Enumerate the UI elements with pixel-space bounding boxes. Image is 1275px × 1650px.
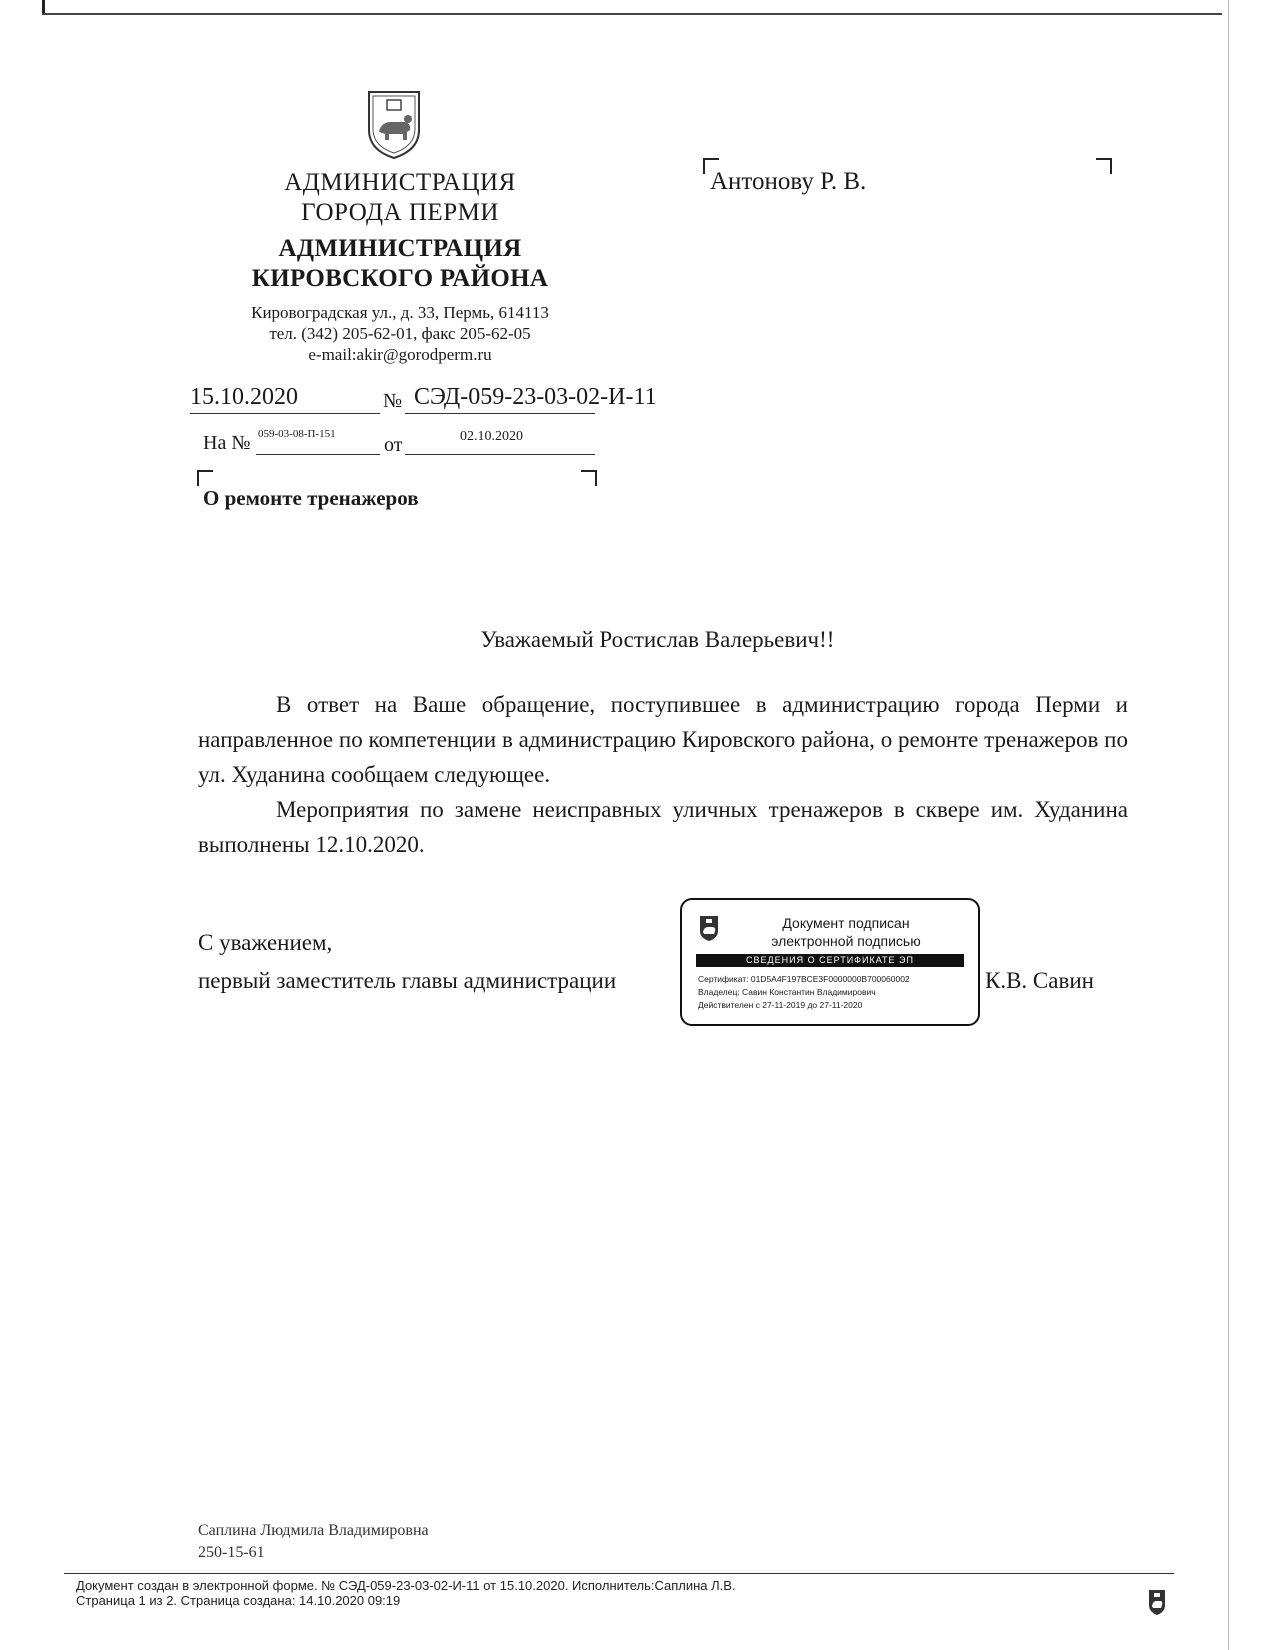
org-contacts bbox=[190, 302, 610, 365]
outgoing-date-line bbox=[190, 413, 380, 414]
in-reply-label: На № bbox=[203, 432, 251, 454]
outgoing-number-line bbox=[405, 413, 595, 414]
greeting: Уважаемый Ростислав Валерьевич!! bbox=[480, 627, 835, 652]
footer-rule bbox=[64, 1573, 1174, 1574]
e-signature-owner: Владелец: Савин Константин Владимирович bbox=[698, 987, 876, 997]
body-paragraph-2: Мероприятия по замене неисправных уличных тренажеров в сквере им. Худанина выполнены 12.10.2020. bbox=[198, 797, 1128, 857]
e-signature-certificate: Сертификат: 01D5A4F197BCE3F0000000B700060002 bbox=[698, 974, 910, 984]
dept-name bbox=[190, 234, 610, 294]
scan-edge-top bbox=[42, 13, 1222, 15]
e-signature-stamp bbox=[680, 898, 980, 1026]
subject-corner-left bbox=[197, 470, 213, 486]
org-phone: тел. (342) 205-62-01, факс 205-62-05 bbox=[269, 324, 531, 343]
in-reply-date: 02.10.2020 bbox=[460, 429, 523, 444]
org-name-line-1: АДМИНИСТРАЦИЯ bbox=[284, 169, 516, 196]
e-signature-title-line-1: Документ подписан bbox=[782, 915, 910, 931]
perm-coat-of-arms-icon bbox=[363, 88, 425, 160]
executor-name: Саплина Людмила Владимировна bbox=[198, 1522, 429, 1539]
subject: О ремонте тренажеров bbox=[203, 486, 419, 510]
org-name-line-2: ГОРОДА ПЕРМИ bbox=[301, 199, 499, 226]
in-reply-number: 059-03-08-П-151 bbox=[258, 428, 336, 440]
number-label: № bbox=[383, 390, 403, 412]
footer-line-1: Документ создан в электронной форме. № СЭД-059-23-03-02-И-11 от 15.10.2020. Исполнитель:Саплина Л.В. bbox=[76, 1578, 736, 1593]
executor-phone: 250-15-61 bbox=[198, 1544, 265, 1561]
dept-name-line-2: КИРОВСКОГО РАЙОНА bbox=[251, 265, 549, 292]
closing-regards: С уважением, bbox=[198, 930, 333, 955]
letter-body bbox=[198, 687, 1128, 862]
from-label: от bbox=[384, 434, 403, 456]
in-reply-number-line bbox=[256, 454, 380, 455]
body-paragraph-1: В ответ на Ваше обращение, поступившее в администрацию города Перми и направленное по компетенции в администрацию Кировского района, о ремонте тренажеров по ул. Худанина сообщаем следующее. bbox=[198, 692, 1128, 787]
executor bbox=[198, 1520, 429, 1564]
e-signature-title-line-2: электронной подписью bbox=[771, 933, 921, 949]
e-signature-title bbox=[730, 914, 962, 950]
signer-name: К.В. Савин bbox=[985, 968, 1094, 993]
signer-position: первый заместитель главы администрации bbox=[198, 968, 617, 993]
outgoing-date: 15.10.2020 bbox=[190, 384, 298, 410]
org-name bbox=[190, 168, 610, 228]
e-signature-certificate-bar: СВЕДЕНИЯ О СЕРТИФИКАТЕ ЭП bbox=[696, 954, 964, 967]
perm-coat-of-arms-icon bbox=[1147, 1588, 1167, 1616]
perm-coat-of-arms-icon bbox=[698, 914, 720, 942]
addressee-corner-right bbox=[1096, 158, 1112, 174]
e-signature-validity: Действителен с 27-11-2019 до 27-11-2020 bbox=[698, 1000, 863, 1010]
addressee: Антонову Р. В. bbox=[710, 168, 867, 195]
org-address: Кировоградская ул., д. 33, Пермь, 614113 bbox=[251, 303, 549, 322]
subject-corner-right bbox=[581, 470, 597, 486]
outgoing-number: СЭД-059-23-03-02-И-11 bbox=[414, 384, 657, 410]
footer bbox=[76, 1578, 736, 1608]
scan-edge-left bbox=[42, 0, 45, 14]
dept-name-line-1: АДМИНИСТРАЦИЯ bbox=[278, 235, 522, 262]
in-reply-date-line bbox=[405, 454, 595, 455]
org-email: e-mail:akir@gorodperm.ru bbox=[308, 345, 492, 364]
footer-line-2: Страница 1 из 2. Страница создана: 14.10.2020 09:19 bbox=[76, 1593, 401, 1608]
scan-edge-right bbox=[1228, 0, 1229, 1650]
